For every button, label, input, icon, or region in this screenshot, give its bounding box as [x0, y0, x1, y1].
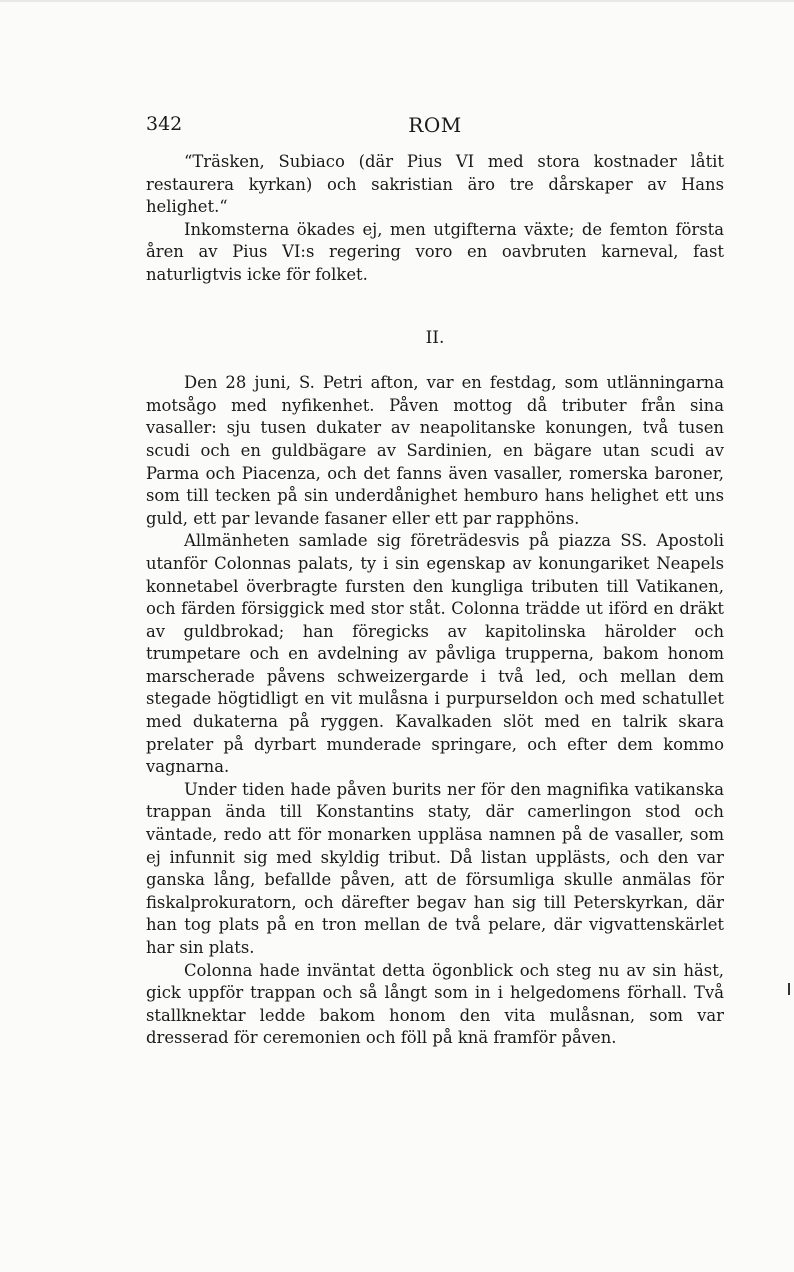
paragraph: Inkomsterna ökades ej, men utgifterna växte; de femton första åren av Pius VI:s regering voro en oavbruten karneval, fast naturligtvis icke för folket. — [146, 219, 724, 284]
paragraph-quote: “Träsken, Subiaco (där Pius VI med stora kostnader låtit restaurera kyrkan) och sakristian äro tre dårskaper av Hans helighet.“ — [146, 152, 724, 217]
page-number: 342 — [146, 113, 183, 135]
scan-edge-mark — [788, 983, 790, 995]
paragraph: Den 28 juni, S. Petri afton, var en festdag, som utlänningarna motsågo med nyfikenhet. Påven mottog då tributer från sina vasaller: sju tusen dukater av neapolitanske konungen, två tusen scudi och en guldbägare av Sardinien, en bägare utan scudi av Parma och Piacenza, och det fanns även vasaller, romerska baroner, som till tecken på sin underdånighet hemburo hans helighet ett uns guld, ett par levande fasaner eller ett par rapphöns. — [146, 373, 724, 528]
section-number: II. — [425, 327, 445, 348]
running-title: ROM — [408, 113, 462, 137]
paragraph: Colonna hade inväntat detta ögonblick och steg nu av sin häst, gick uppför trappan och så långt som in i helgedomens förhall. Två stallknektar ledde bakom honom den vita mulåsnan, som var dresserad för ceremonien och föll på knä framför påven. — [146, 960, 724, 1048]
paragraph: Allmänheten samlade sig företrädesvis på piazza SS. Apostoli utanför Colonnas palats, ty i sin egenskap av konungariket Neapels konnetabel överbragte fursten den kungliga tributen till Vatikanen, och färden försiggick med stor ståt. Colonna trädde ut iförd en dräkt av guldbrokad; han föregicks av kapitolinska härolder och trumpetare och en avdelning av påvliga trupperna, bakom honom marscherade påvens schweizergarde i två led, och mellan dem stegade högtidligt en vit mulåsna i purpurseldon och med schatullet med dukaterna på ryggen. Kavalkaden slöt med en talrik skara prelater på dyrbart munderade springare, och efter dem kommo vagnarna. — [146, 531, 724, 777]
scan-top-edge — [0, 0, 794, 2]
paragraph: Under tiden hade påven burits ner för den magnifika vatikanska trappan ända till Konstantins staty, där camerlingon stod och väntade, redo att för monarken uppläsa namnen på de vasaller, som ej infunnit sig med skyldig tribut. Då listan upplästs, och den var ganska lång, befallde påven, att de försumliga skulle anmälas för fiskalprokuratorn, och därefter begav han sig till Peterskyrkan, där han tog plats på en tron mellan de två pelare, där vigvattenskärlet har sin plats. — [146, 779, 724, 957]
page-header — [146, 113, 724, 143]
body-text — [146, 151, 724, 1050]
